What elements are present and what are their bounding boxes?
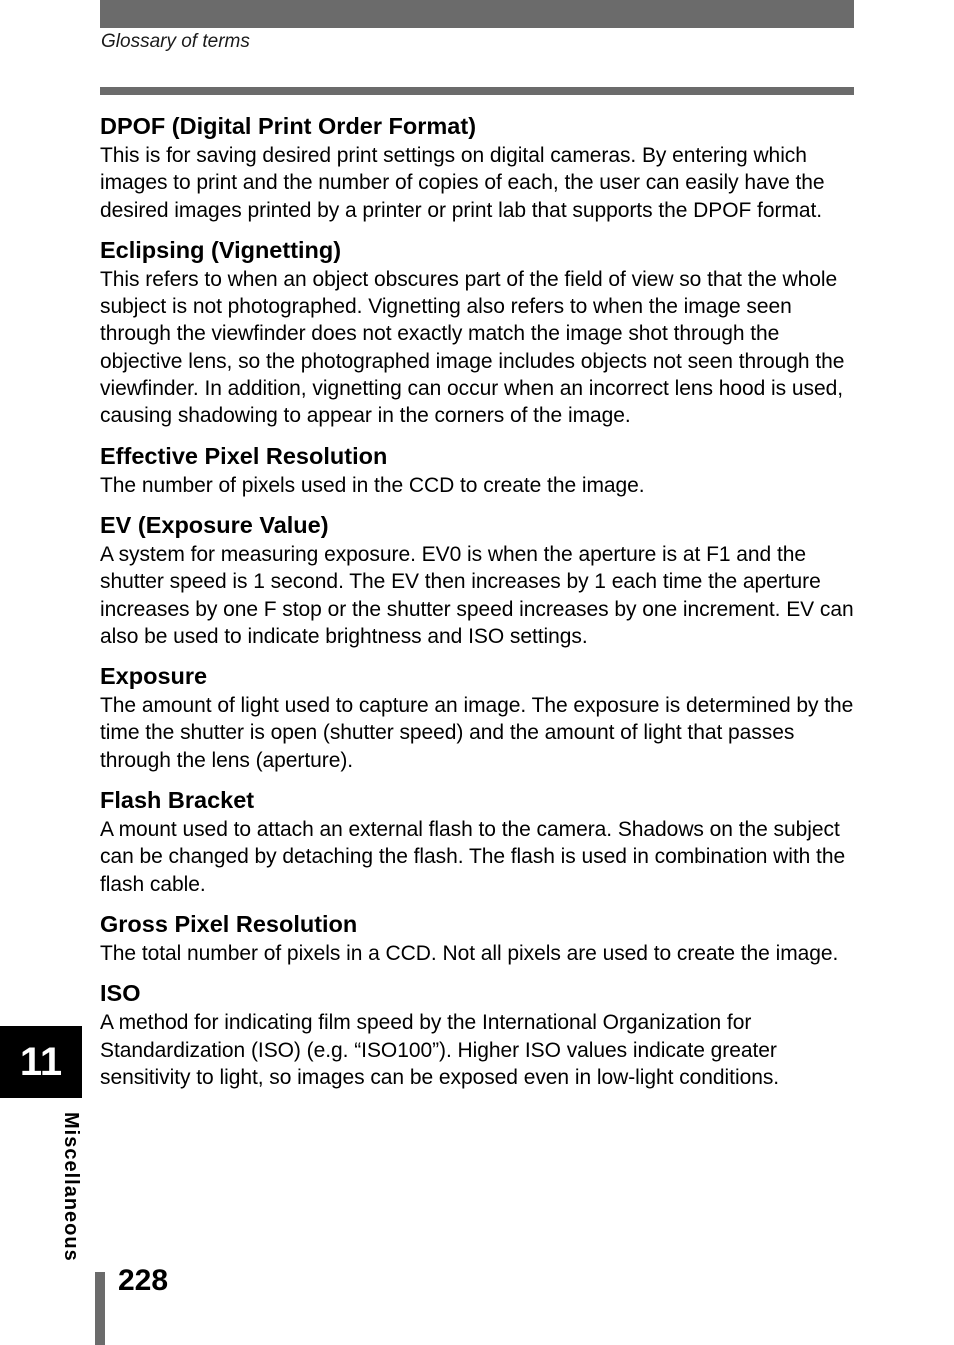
chapter-tab: 11: [0, 1026, 82, 1098]
glossary-entry: [100, 660, 860, 774]
header-bar: [100, 0, 854, 28]
section-title: Glossary of terms: [101, 31, 250, 52]
page-number: 228: [118, 1264, 169, 1297]
glossary-definition: The total number of pixels in a CCD. Not all pixels are used to create the image.: [100, 941, 839, 965]
header-rule: [100, 87, 854, 95]
glossary-definition: A mount used to attach an external flash to the camera. Shadows on the subject can be changed by detaching the flash. The flash is used in combination with the flash cable.: [100, 818, 846, 896]
glossary-entry: [100, 908, 860, 967]
glossary-definition: The amount of light used to capture an image. The exposure is determined by the time the shutter is open (shutter speed) and the amount of light that passes through the lens (aperture).: [100, 694, 854, 772]
page-number-bar: [95, 1272, 105, 1345]
glossary-term: Flash Bracket: [100, 787, 255, 814]
glossary-definition: A system for measuring exposure. EV0 is when the aperture is at F1 and the shutter speed is 1 second. The EV then increases by 1 each time the aperture increases by one F stop or the shutter speed increases by one increment. EV can also be used to indicate brightness and ISO settings.: [100, 542, 854, 648]
glossary-term: Exposure: [100, 663, 208, 690]
glossary-term: ISO: [100, 980, 141, 1007]
glossary-definition: The number of pixels used in the CCD to create the image.: [100, 473, 645, 497]
glossary-entry: [100, 977, 860, 1091]
glossary-term: Gross Pixel Resolution: [100, 910, 358, 937]
glossary-definition: A method for indicating film speed by the International Organization for Standardization (ISO) (e.g. “ISO100”). Higher ISO values indicate greater sensitivity to light, so images can be exposed even in low-light conditions.: [100, 1011, 780, 1089]
glossary-definition: This is for saving desired print settings on digital cameras. By entering which images to print and the number of copies of each, the user can easily have the desired images printed by a printer or print lab that supports the DPOF format.: [100, 144, 825, 222]
glossary-entry: [100, 440, 860, 499]
glossary-entry: [100, 509, 860, 650]
glossary-term: Effective Pixel Resolution: [100, 442, 388, 469]
glossary-term: DPOF (Digital Print Order Format): [100, 113, 477, 139]
glossary-definition: This refers to when an object obscures part of the field of view so that the whole subject is not photographed. Vignetting also refers to when the image seen through the viewfinder does not exactly match the image shot through the objective lens, so the photographed image includes objects not seen through the viewfinder. In addition, vignetting can occur when an incorrect lens hood is used, causing shadowing to appear in the corners of the image.: [100, 267, 845, 428]
glossary-entry: [100, 110, 860, 224]
glossary-list: [100, 110, 860, 1101]
glossary-entry: [100, 784, 860, 898]
chapter-name: Miscellaneous: [60, 1112, 82, 1262]
glossary-term: EV (Exposure Value): [100, 511, 329, 538]
glossary-term: Eclipsing (Vignetting): [100, 236, 342, 263]
glossary-entry: [100, 234, 860, 430]
